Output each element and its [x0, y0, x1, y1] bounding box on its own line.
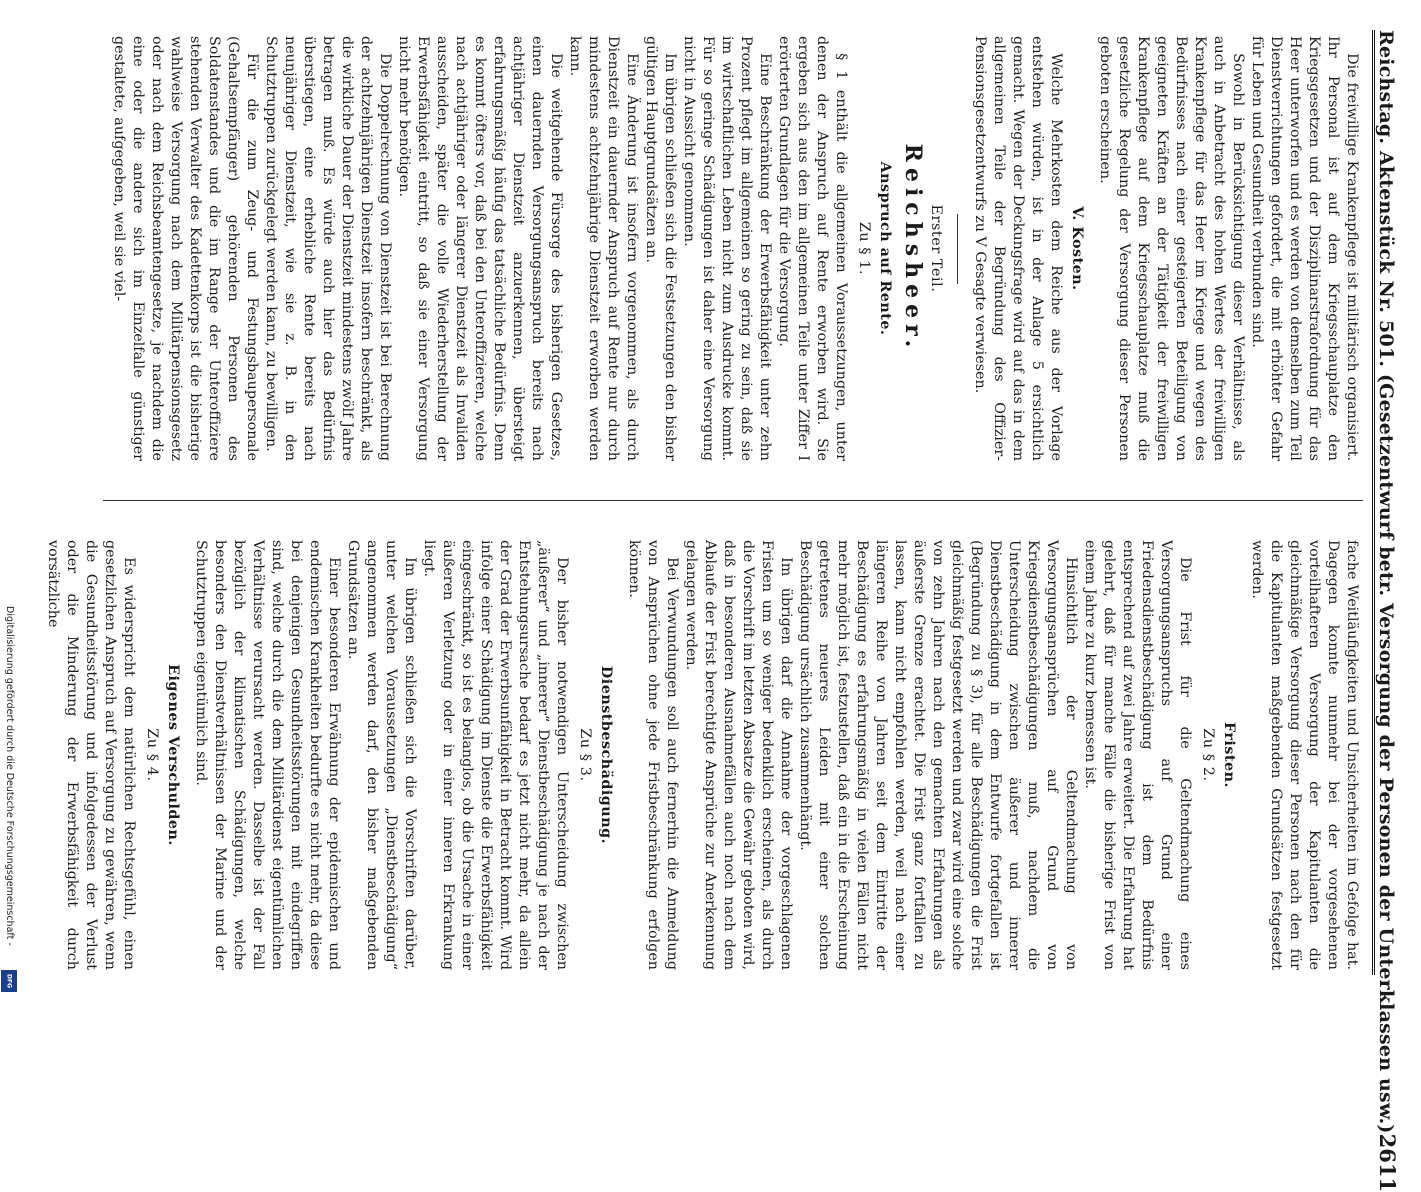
section-heading: Eigenes Verschulden. — [165, 664, 181, 846]
separator-rule — [957, 214, 958, 284]
dfg-logo-icon: DFG — [1, 970, 17, 992]
page-number: 2611 — [1375, 1133, 1400, 1192]
right-column — [45, 540, 1361, 970]
paragraph: § 1 enthält die allgemeinen Voraussetzungen, unter denen der Anspruch auf Rente erworben wird. Sie ergeben sich aus den im allgemeinen Teile unter Ziffer I erörterten Grundlagen für die Versorgung. — [776, 36, 849, 461]
paragraph: Bei Verwundungen soll auch fernerhin die Anmeldung von Ansprüchen ohne jede Fristbeschränkung erfolgen können. — [626, 540, 680, 970]
paragraph-reference: Zu § 4. — [144, 728, 160, 782]
paragraph: Es widerspricht dem natürlichen Rechtsgefühl, einen gesetzlichen Anspruch auf Versorgung zu gewähren, wenn die Gesundheitsstörung und infolgedessen der Verlust oder die Minderung der Erwerbsfähigkeit durch vorsätzliche — [45, 540, 137, 970]
paragraph-reference: Zu § 2. — [1200, 728, 1216, 782]
section-heading: V. Kosten. — [1069, 206, 1085, 291]
header-title: Reichstag. Aktenstück Nr. 501. (Gesetzentwurf betr. Versorgung der Personen der Unterklassen usw.) — [1375, 30, 1397, 1134]
paragraph: Die Frist für die Geltendmachung eines Versorgungsanspruchs auf Grund einer Friedensdienstbeschädigung ist dem Bedürfnis entsprechend auf zwei Jahre erweitert. Die Erfahrung hat gelehrt, daß für manche Fälle die bisherige Frist von einem Jahre zu kurz bemessen ist. — [1082, 540, 1193, 970]
part-label: Erster Teil. — [928, 204, 944, 293]
section-heading: Dienstbeschädigung. — [598, 665, 614, 845]
paragraph: Eine Änderung ist insofern vorgenommen, als durch Dienstzeit ein dauernder Anspruch auf Rente nur durch mindestens achtzehnjährige Dienstzeit erworben werden kann. — [567, 36, 640, 461]
part-title: Reichsheer. — [900, 143, 926, 354]
left-column — [106, 36, 1361, 461]
section-heading: Anspruch auf Rente. — [877, 161, 893, 336]
paragraph: Die Doppelrechnung von Dienstzeit ist bei Berechnung der achtzehnjährigen Dienstzeit insofern beschränkt, als die wirkliche Dauer der Dienstzeit mindestens zwölf Jahre betragen muß. Es würde auch hier das Bedürfnis überstiegen, eine erhebliche Rente bereits nach neunjähriger Dienstzeit, wie sie z. B. in den Schutztruppen zurückgelegt werden kann, zu bewilligen. — [263, 36, 393, 461]
paragraph: Die freiwillige Krankenpflege ist militärisch organisiert. Ihr Personal ist auf dem Kriegsschauplatze den Kriegsgesetzen und der Disziplinarstrafordnung für das Heer unterworfen und es werden von demselben zum Teil Dienstverrichtungen gefordert, die mit erhöhter Gefahr für Leben und Gesundheit verbunden sind. — [1249, 36, 1360, 461]
paragraph: Hinsichtlich der Geltendmachung von Versorgungsansprüchen auf Grund von Kriegsdienstbeschädigungen muß, nachdem die Unterscheidung zwischen äußerer und innerer Dienstbeschädigung in dem Entwurfe fortgefallen ist (Begründung zu § 3), für alle Beschädigungen die Frist gleichmäßig festgesetzt werden und zwar wird eine solche von zehn Jahren nach den gemachten Erfahrungen als äußerste Grenze erachtet. Die Frist ganz fortfallen zu lassen, kann nicht empfohlen werden, weil nach einer längeren Reihe von Jahren seit dem Eintritte der Beschädigung es erfahrungsmäßig in vielen Fällen nicht mehr möglich ist, festzustellen, daß ein in die Erscheinung getretenes neueres Leiden mit einer solchen Beschädigung ursächlich zusammenhängt. — [797, 540, 1079, 970]
paragraph-reference: Zu § 1. — [856, 221, 872, 276]
paragraph: Einer besonderen Erwähnung der epidemischen und endemischen Krankheiten bedurfte es nicht mehr, da diese bei denjenigen Gesundheitsstörungen mit eindegriffen sind, welche durch die dem Militärdienst eigentümlichen Verhältnisse verursacht werden. Dasselbe ist der Fall bezüglich der klimatischen Schädigungen, welche besonders den Dienstverhältnissen der Marine und der Schutztruppen eigentümlich sind. — [193, 540, 342, 970]
paragraph: fache Weitläufigkeiten und Unsicherheiten im Gefolge hat. Dagegen konnte nunmehr bei der vorgesehenen vorteilhafteren Versorgung der Kapitulanten die gleichmäßige Versorgung dieser Personen nach den für die Kapitulanten maßgebenden Grundsätzen festgesetzt werden. — [1249, 540, 1360, 970]
section-heading: Fristen. — [1221, 722, 1237, 788]
page-header — [1372, 30, 1409, 1192]
paragraph: Der bisher notwendigen Unterscheidung zwischen „äußerer“ und „innerer“ Dienstbeschädigung je nach der Entstehungsursache bedarf es jetzt nicht mehr, da allein der Grad der Erwerbsunfähigkeit in Betracht kommt. Wird infolge einer Schädigung im Dienste die Erwerbsfähigkeit eingeschränkt, so ist es belanglos, ob die Ursache in einer äußeren Verletzung oder in einer inneren Erkrankung liegt. — [421, 540, 570, 970]
digitization-credit: Digitalisierung gefördert durch die Deutsche Forschungsgemeinschaft - — [4, 606, 15, 946]
paragraph: Im übrigen schließen sich die Vorschriften darüber, unter welchen Voraussetzungen „Dienstbeschädigung“ angenommen werden darf, den bisher maßgebenden Grundsätzen an. — [345, 540, 418, 970]
paragraph: Welche Mehrkosten dem Reiche aus der Vorlage entstehen würden, ist in der Anlage 5 ersichtlich gemacht. Wegen der Deckungsfrage wird auf das in dem allgemeinen Teile der Begründung des Offizier-Pensionsgesetzentwurfs zu V Gesagte verwiesen. — [972, 36, 1064, 461]
paragraph: Im übrigen darf die Annahme der vorgeschlagenen Fristen um so weniger bedenklich erscheinen, als durch die Vorschrift im letzten Absatze die Gewähr geboten wird, daß in besonderen Ausnahmefällen auch noch nach dem Ablaufe der Frist berechtigte Ansprüche zur Anerkennung gelangen werden. — [683, 540, 794, 970]
paragraph: Die weitgehende Fürsorge des bisherigen Gesetzes, einen dauernden Versorgungsanspruch bereits nach achtjähriger Dienstzeit anzuerkennen, übersteigt erfahrungsmäßig häufig das tatsächliche Bedürfnis. Denn es kommt öfters vor, daß bei den Unteroffizieren, welche nach achtjähriger oder längerer Dienstzeit als Invaliden ausscheiden, später die volle Wiederherstellung der Erwerbsfähigkeit eintritt, so daß sie einer Versorgung nicht mehr benötigen. — [396, 36, 564, 461]
paragraph: Im übrigen schließen sich die Festsetzungen den bisher gültigen Hauptgrundsätzen an. — [643, 36, 678, 461]
paragraph: Sowohl in Berücksichtigung dieser Verhältnisse, als auch in Anbetracht des hohen Wertes der freiwilligen Krankenpflege für das Heer im Kriege und wegen des Bedürfnisses nach einer gesteigerten Beteiligung von geeigneten Kräften an der Tätigkeit der freiwilligen Krankenpflege auf dem Kriegsschauplatze muß die gesetzliche Regelung der Versorgung dieser Personen geboten erscheinen. — [1097, 36, 1246, 461]
paragraph: Eine Beschränkung der Erwerbsfähigkeit unter zehn Prozent pflegt im allgemeinen so gering zu sein, daß sie im wirtschaftlichen Leben nicht zum Ausdrucke kommt. Für so geringe Schädigungen ist daher eine Versorgung nicht in Aussicht genommen. — [681, 36, 773, 461]
column-divider — [103, 500, 1363, 501]
paragraph: Für die zum Zeug- und Festungsbaupersonale (Gehaltsempfänger) gehörenden Personen des Soldatenstandes und die im Range der Unteroffiziere stehenden Verwalter des Kadettenkorps ist die bisherige wahlweise Versorgung nach dem Militärpensionsgesetz oder nach dem Reichsbeamtengesetze, je nachdem die eine oder die andere sich im Einzelfalle günstiger gestaltete, aufgegeben, weil sie viel- — [111, 36, 260, 461]
paragraph-reference: Zu § 3. — [577, 728, 593, 782]
